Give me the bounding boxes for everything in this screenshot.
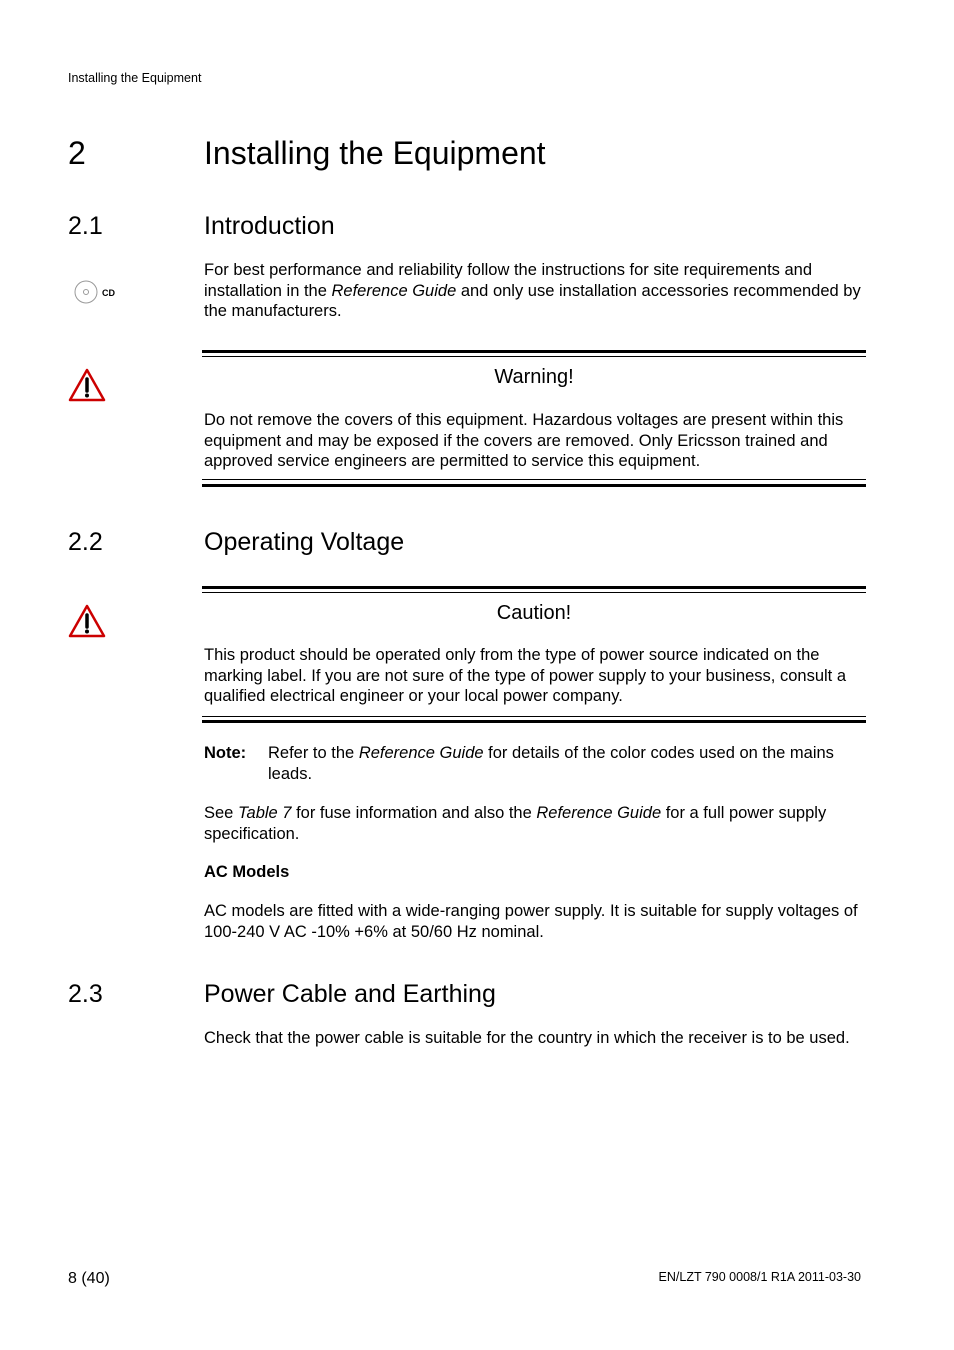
warning-bottom-rule-thin (202, 479, 866, 480)
chapter-title: Installing the Equipment (204, 135, 546, 171)
warning-top-rule (202, 350, 866, 353)
table-ref: Table 7 (237, 804, 292, 822)
caution-bottom-rule-thin (202, 716, 866, 717)
cd-icon-label: CD (102, 288, 115, 298)
caution-heading: Caution! (496, 602, 572, 624)
caution-text: This product should be operated only from the type of power source indicated on the marking label. If you are not sure of the type of power supply to your business, consult a qualified electrical engineer or your local power company. (204, 646, 847, 705)
section-title: Power Cable and Earthing (204, 980, 496, 1008)
warning-bottom-rule (202, 484, 866, 487)
caution-top-rule-thin (202, 592, 866, 593)
warning-text: Do not remove the covers of this equipment. Hazardous voltages are present within this equipment and may be exposed if the covers are removed. Only Ericsson trained and approved service engineers are permitted to service this equipment. (204, 411, 844, 470)
section-title: Introduction (204, 212, 335, 240)
warning-heading: Warning! (494, 366, 574, 388)
note-text: Refer to the Reference Guide for details of the color codes used on the mains leads. (268, 744, 834, 783)
doc-id: EN/LZT 790 0008/1 R1A (658, 1270, 795, 1284)
section-title: Operating Voltage (204, 528, 405, 556)
running-header: Installing the Equipment (68, 71, 202, 85)
ac-models-text: AC models are fitted with a wide-ranging power supply. It is suitable for supply voltages of 100-240 V AC -10% +6% at 50/60 Hz nominal. (204, 902, 858, 941)
ac-models-heading: AC Models (204, 863, 290, 881)
warning-triangle-icon (67, 367, 107, 403)
section-number: 2.1 (68, 212, 103, 240)
note-label: Note: (204, 744, 247, 762)
doc-date: 2011-03-30 (797, 1270, 861, 1284)
power-cable-text: Check that the power cable is suitable for the country in which the receiver is to be used. (204, 1029, 850, 1047)
warning-top-rule-thin (202, 356, 866, 357)
intro-paragraph: For best performance and reliability follow the instructions for site requirements and installation in the Reference Guide and only use installation accessories recommended by the manufacturers. (204, 261, 861, 320)
reference-guide-ref: Reference Guide (331, 281, 457, 300)
reference-guide-ref: Reference Guide (536, 804, 662, 822)
warning-triangle-icon (67, 603, 107, 639)
document-id (659, 1270, 861, 1284)
page-number: 8 (40) (68, 1270, 110, 1287)
fuse-info-paragraph: See Table 7 for fuse information and also the Reference Guide for a full power supply specification. (204, 804, 827, 843)
caution-top-rule (202, 586, 866, 589)
reference-guide-ref: Reference Guide (358, 744, 484, 762)
section-number: 2.3 (68, 980, 103, 1008)
caution-bottom-rule (202, 720, 866, 723)
cd-icon (73, 279, 117, 305)
section-number: 2.2 (68, 528, 103, 556)
chapter-number: 2 (68, 135, 86, 171)
